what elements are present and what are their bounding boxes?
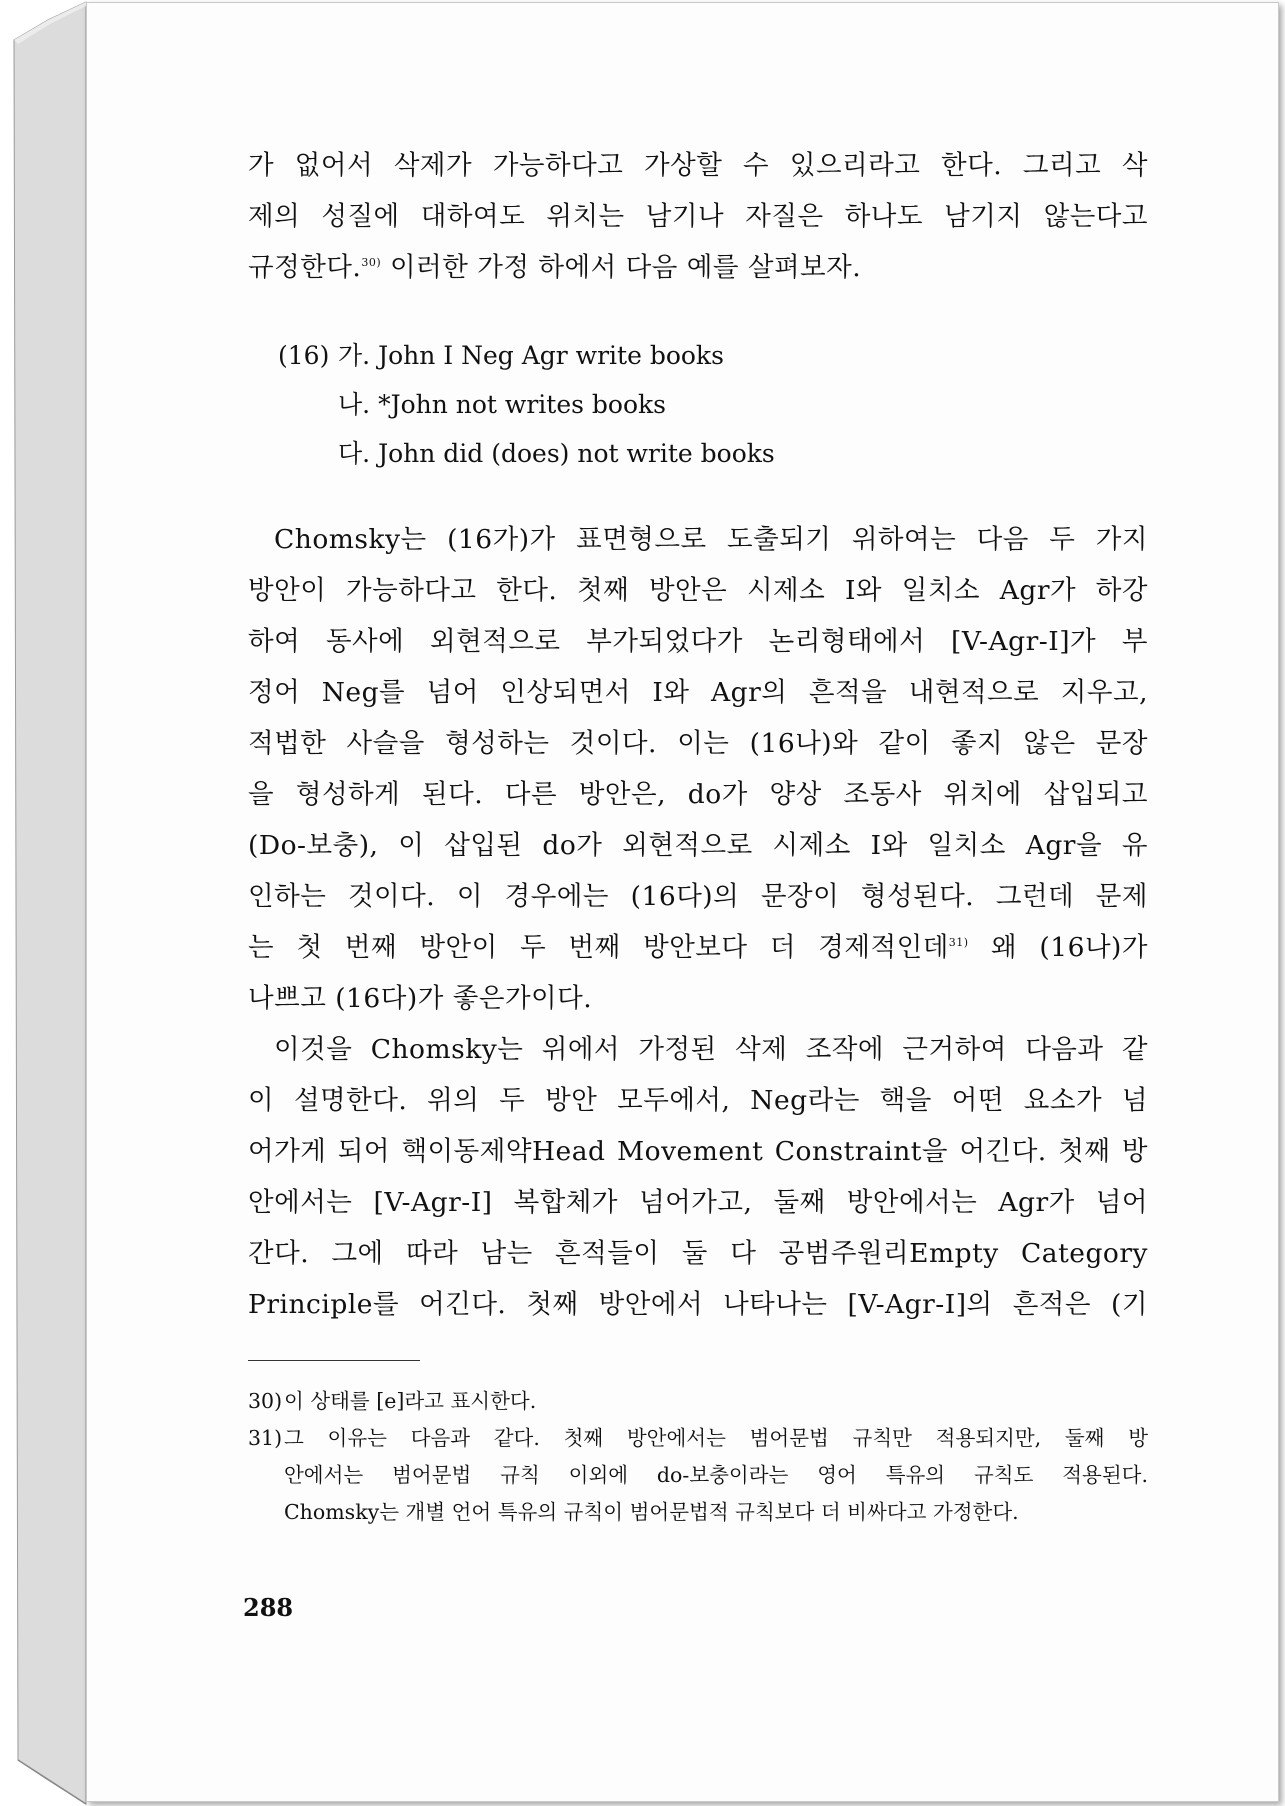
text-line: 안에서는 [V-Agr-I] 복합체가 넘어가고, 둘째 방안에서는 Agr가 넘어 (248, 1187, 1148, 1218)
example-number: (16) (278, 341, 330, 370)
text-line: 정어 Neg를 넘어 인상되면서 I와 Agr의 흔적을 내현적으로 지우고, (248, 677, 1148, 708)
footnote-ref-31: 31) (948, 936, 969, 950)
example-text: John I Neg Agr write books (378, 341, 724, 370)
text-span: 왜 (16나)가 (968, 932, 1148, 963)
text-line: 나쁘고 (16다)가 좋은가이다. (248, 983, 593, 1014)
footnote-text: 안에서는 범어문법 규칙 이외에 do-보충이라는 영어 특유의 규칙도 적용된다. (284, 1463, 1148, 1487)
text-line (248, 922, 1148, 973)
text-span: 규정한다. (248, 252, 362, 283)
page-content (248, 140, 1148, 1531)
example-row (278, 331, 1148, 380)
footnote-text: 이 상태를 [e]라고 표시한다. (284, 1389, 537, 1413)
example-text: John did (does) not write books (378, 439, 775, 468)
footnotes (248, 1383, 1148, 1531)
footnote-divider (248, 1360, 420, 1361)
example-label: 나. (338, 390, 371, 419)
footnote-text: Chomsky는 개별 언어 특유의 규칙이 범어문법적 규칙보다 더 비싸다고 가정한다. (284, 1500, 1019, 1524)
page-number: 288 (243, 1593, 294, 1622)
example-row (278, 380, 1148, 429)
footnote-number: 31) (248, 1426, 283, 1450)
text-line: (Do-보충), 이 삽입된 do가 외현적으로 시제소 I와 일치소 Agr을 유 (248, 830, 1148, 861)
example-label: 가. (338, 341, 371, 370)
text-line: 가 없어서 삭제가 가능하다고 가상할 수 있으리라고 한다. 그리고 삭 (248, 150, 1148, 181)
footnote-ref-30: 30) (361, 256, 382, 270)
example-row (278, 429, 1148, 478)
text-line: 인하는 것이다. 이 경우에는 (16다)의 문장이 형성된다. 그런데 문제 (248, 881, 1148, 912)
footnote-30 (248, 1383, 1148, 1420)
paragraph-chomsky-options (248, 514, 1148, 1024)
text-line: 제의 성질에 대하여도 위치는 남기나 자질은 하나도 남기지 않는다고 (248, 201, 1148, 232)
text-line: 간다. 그에 따라 남는 흔적들이 둘 다 공범주원리Empty Category (248, 1238, 1148, 1269)
text-line: 방안이 가능하다고 한다. 첫째 방안은 시제소 I와 일치소 Agr가 하강 (248, 575, 1148, 606)
book-side-edge (0, 0, 90, 1806)
paragraph-explanation (248, 1024, 1148, 1330)
text-line (248, 242, 1148, 293)
text-line: Principle를 어긴다. 첫째 방안에서 나타나는 [V-Agr-I]의 흔적은 (기 (248, 1289, 1148, 1320)
example-text: *John not writes books (378, 390, 666, 419)
text-line: 어가게 되어 핵이동제약Head Movement Constraint을 어긴다. 첫째 방 (248, 1136, 1148, 1167)
text-line: 적법한 사슬을 형성하는 것이다. 이는 (16나)와 같이 좋지 않은 문장 (248, 728, 1148, 759)
example-label: 다. (338, 439, 371, 468)
paragraph-continued (248, 140, 1148, 293)
text-span: 는 첫 번째 방안이 두 번째 방안보다 더 경제적인데 (248, 932, 949, 963)
text-span: 이러한 가정 하에서 다음 예를 살펴보자. (381, 252, 862, 283)
footnote-number: 30) (248, 1389, 283, 1413)
footnote-text: 그 이유는 다음과 같다. 첫째 방안에서는 범어문법 규칙만 적용되지만, 둘째 방 (284, 1426, 1148, 1450)
text-line: 하여 동사에 외현적으로 부가되었다가 논리형태에서 [V-Agr-I]가 부 (248, 626, 1148, 657)
text-line: Chomsky는 (16가)가 표면형으로 도출되기 위하여는 다음 두 가지 (274, 524, 1148, 555)
text-line: 이것을 Chomsky는 위에서 가정된 삭제 조작에 근거하여 다음과 같 (274, 1034, 1148, 1065)
text-line: 이 설명한다. 위의 두 방안 모두에서, Neg라는 핵을 어떤 요소가 넘 (248, 1085, 1148, 1116)
footnote-31 (248, 1420, 1148, 1531)
text-line: 을 형성하게 된다. 다른 방안은, do가 양상 조동사 위치에 삽입되고 (248, 779, 1148, 810)
example-block-16 (278, 331, 1148, 478)
